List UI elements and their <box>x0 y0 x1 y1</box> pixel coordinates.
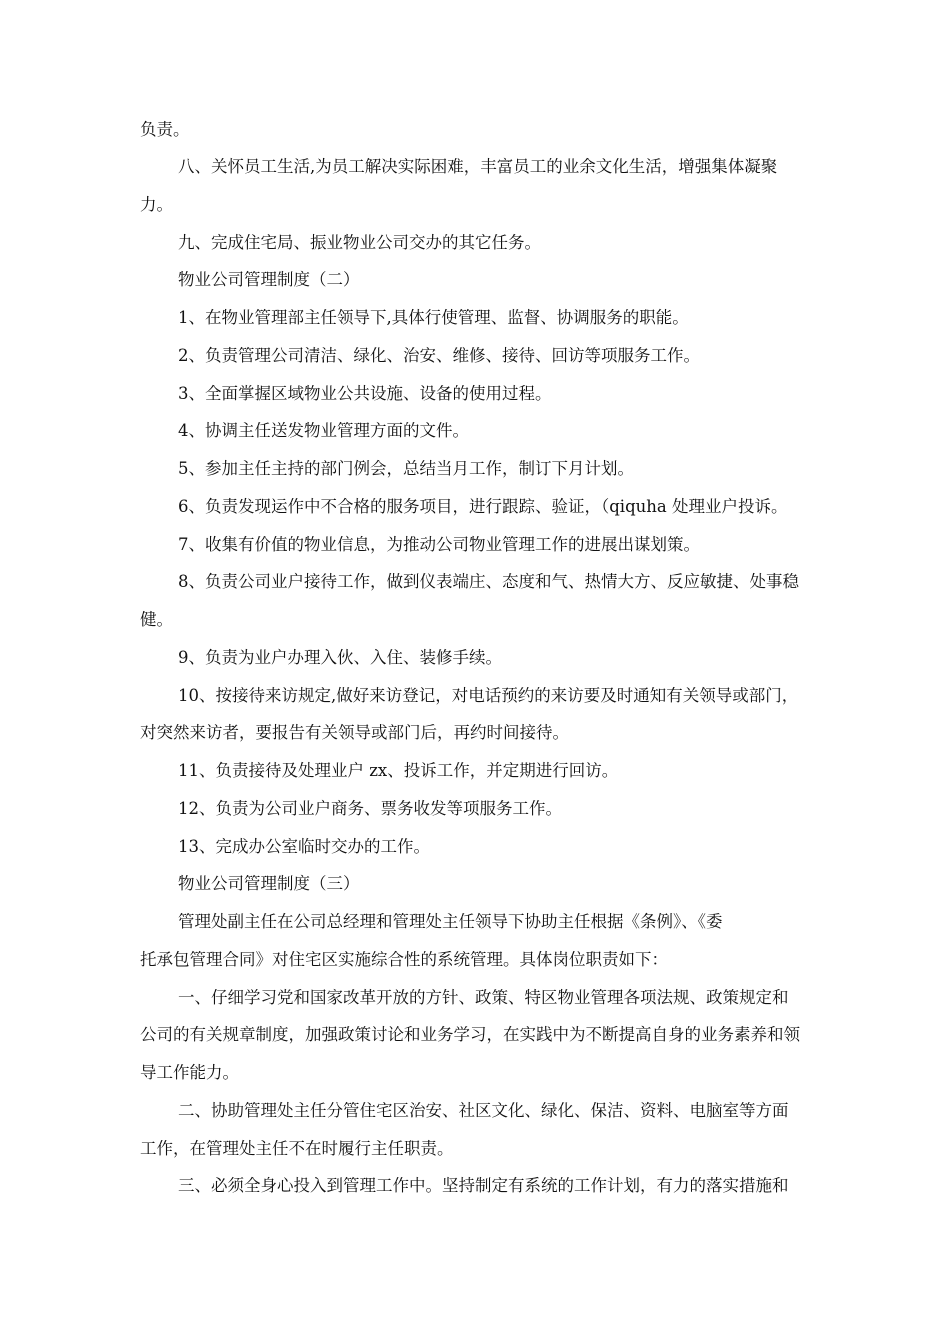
text-line: 2、负责管理公司清洁、绿化、治安、维修、接待、回访等项服务工作。 <box>178 346 700 365</box>
text-line: 对突然来访者，要报告有关领导或部门后，再约时间接待。 <box>140 723 569 742</box>
text-line: 二、协助管理处主任分管住宅区治安、社区文化、绿化、保洁、资料、电脑室等方面 <box>178 1101 789 1120</box>
text-line: 13、完成办公室临时交办的工作。 <box>178 837 430 856</box>
text-line: 4、协调主任送发物业管理方面的文件。 <box>178 421 469 440</box>
text-line: 导工作能力。 <box>140 1063 239 1082</box>
text-line: 九、完成住宅局、振业物业公司交办的其它任务。 <box>178 233 541 252</box>
text-line: 托承包管理合同》对住宅区实施综合性的系统管理。具体岗位职责如下： <box>140 950 668 969</box>
text-line: 9、负责为业户办理入伙、入住、装修手续。 <box>178 648 502 667</box>
text-line: 工作，在管理处主任不在时履行主任职责。 <box>140 1139 454 1158</box>
text-line: 管理处副主任在公司总经理和管理处主任领导下协助主任根据《条例》、《委 <box>178 912 723 931</box>
text-line: 8、负责公司业户接待工作，做到仪表端庄、态度和气、热情大方、反应敏捷、处事稳 <box>178 572 799 591</box>
text-line: 11、负责接待及处理业户 zx、投诉工作，并定期进行回访。 <box>178 761 619 780</box>
section-heading: 物业公司管理制度（三） <box>178 874 360 893</box>
text-line: 5、参加主任主持的部门例会，总结当月工作，制订下月计划。 <box>178 459 634 478</box>
text-line: 12、负责为公司业户商务、票务收发等项服务工作。 <box>178 799 562 818</box>
text-line: 3、全面掌握区域物业公共设施、设备的使用过程。 <box>178 384 552 403</box>
text-line: 健。 <box>140 610 173 629</box>
text-line: 10、按接待来访规定,做好来访登记，对电话预约的来访要及时通知有关领导或部门， <box>178 686 799 705</box>
text-line: 7、收集有价值的物业信息，为推动公司物业管理工作的进展出谋划策。 <box>178 535 700 554</box>
text-line: 一、仔细学习党和国家改革开放的方针、政策、特区物业管理各项法规、政策规定和 <box>178 988 789 1007</box>
text-line: 公司的有关规章制度，加强政策讨论和业务学习，在实践中为不断提高自身的业务素养和领 <box>140 1025 800 1044</box>
section-heading: 物业公司管理制度（二） <box>178 270 360 289</box>
text-line: 八、关怀员工生活,为员工解决实际困难，丰富员工的业余文化生活，增强集体凝聚 <box>178 157 778 176</box>
text-line: 力。 <box>140 195 173 214</box>
text-line: 6、负责发现运作中不合格的服务项目，进行跟踪、验证，（qiquha 处理业户投诉。 <box>178 497 788 516</box>
text-line: 1、在物业管理部主任领导下,具体行使管理、监督、协调服务的职能。 <box>178 308 689 327</box>
text-line: 负责。 <box>140 120 190 139</box>
text-line: 三、必须全身心投入到管理工作中。坚持制定有系统的工作计划，有力的落实措施和 <box>178 1176 789 1195</box>
